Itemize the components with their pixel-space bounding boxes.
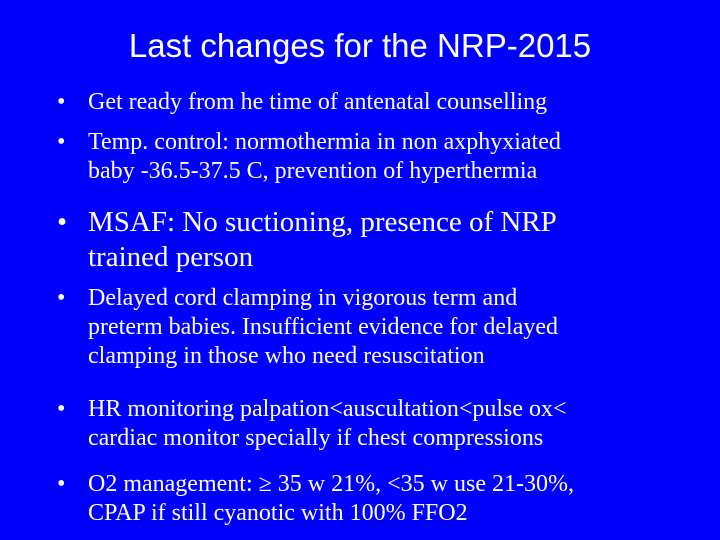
bullet-marker: • bbox=[57, 285, 66, 311]
bullet-item bbox=[57, 395, 567, 453]
bullet-text bbox=[57, 88, 547, 117]
bullet-text bbox=[57, 284, 558, 371]
bullet-text bbox=[57, 205, 557, 275]
bullet-line: MSAF: No suctioning, presence of NRP bbox=[88, 206, 557, 238]
bullet-text bbox=[57, 395, 567, 453]
bullet-line: clamping in those who need resuscitation bbox=[88, 343, 485, 369]
bullet-marker: • bbox=[57, 206, 68, 238]
bullet-marker: • bbox=[57, 129, 66, 155]
bullet-line: preterm babies. Insufficient evidence for delayed bbox=[88, 314, 559, 340]
bullet-line: trained person bbox=[88, 241, 254, 273]
bullet-line: HR monitoring palpation<auscultation<pulse ox< bbox=[88, 396, 567, 422]
bullet-item bbox=[57, 205, 557, 275]
bullet-item bbox=[57, 470, 574, 528]
bullet-marker: • bbox=[57, 471, 66, 497]
bullet-item bbox=[57, 284, 558, 371]
slide-title: Last changes for the NRP-2015 bbox=[128, 27, 592, 64]
bullet-item bbox=[57, 88, 547, 117]
bullet-text bbox=[57, 470, 574, 528]
bullet-line: Get ready from he time of antenatal counselling bbox=[88, 89, 548, 115]
bullet-line: baby -36.5-37.5 C, prevention of hyperthermia bbox=[88, 158, 538, 184]
bullet-line: cardiac monitor specially if chest compressions bbox=[88, 425, 544, 451]
bullet-marker: • bbox=[57, 89, 66, 115]
bullet-line: CPAP if still cyanotic with 100% FFO2 bbox=[88, 500, 468, 526]
bullet-item bbox=[57, 128, 561, 186]
bullet-text bbox=[57, 128, 561, 186]
bullet-marker: • bbox=[57, 396, 66, 422]
bullet-line: Delayed cord clamping in vigorous term and bbox=[88, 285, 518, 311]
bullet-line: Temp. control: normothermia in non axphyxiated bbox=[88, 129, 561, 155]
bullet-line: O2 management: ≥ 35 w 21%, <35 w use 21-30%, bbox=[88, 471, 574, 497]
